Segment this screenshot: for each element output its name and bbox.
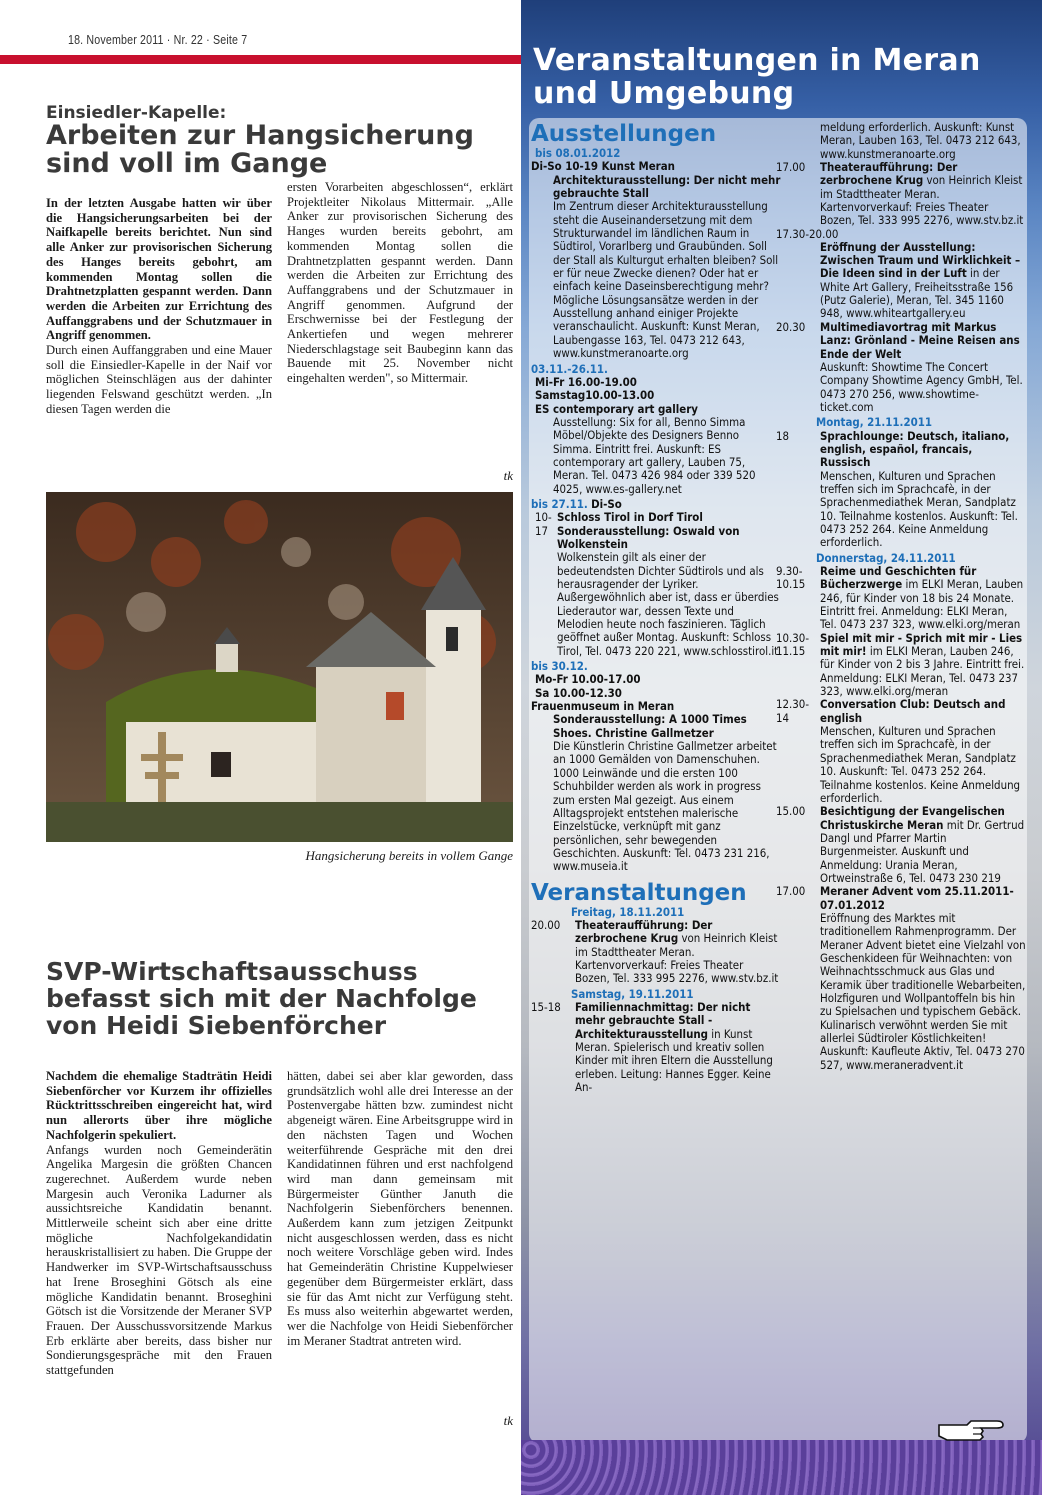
event-text: Wolkenstein gilt als einer der bedeutendsten Dichter Südtirols und als herausragender der Lyriker. Außergewöhnlich aber ist, dass er überdies Liederautor war, dessen Texte und Melodien heute noch faszinieren. Täglich geöffnet außer Montag. Auskunft: Schloss Tirol, Tel. 0473 220 221, www.schlosstirol.it [557, 550, 779, 658]
event-time: 20.30 [776, 319, 806, 334]
headline-line: von Heidi Siebenförcher [46, 1011, 387, 1040]
event-text: Menschen, Kulturen und Sprachen treffen sich im Sprachcafè, in der Sprachenmediathek Meran, Sandplatz 10. Teilnahme kostenlos. Auskunft: Tel. 0473 252 264. Keine Anmeldung erforderlich. [820, 468, 1018, 550]
date-heading: bis 27.11. [531, 496, 588, 511]
event-body [820, 805, 1026, 885]
event-time: 17.30-20.00 [776, 226, 839, 241]
day-heading: Samstag, 19.11.2011 [571, 986, 694, 1001]
article2-col2 [287, 1069, 513, 1348]
event-hours: Mo-Fr 10.00-17.00 [535, 672, 641, 687]
event-title: Multimediavortrag mit Markus Lanz: Grönland - Meine Reisen ans Ende der Welt [820, 319, 1020, 361]
article2-lead: Nachdem die ehemalige Stadträtin Heidi Siebenförcher vor Kurzem ihr offizielles Rücktrittsschreiben eingereicht hat, wird nun allerorts über ihre mögliche Nachfolgerin spekuliert. [46, 1069, 272, 1142]
event-text: Die Künstlerin Christine Gallmetzer arbeitet an 1000 Gemälden von Damenschuhen. 1000 Leinwände und die ersten 100 Schuhbilder werden als work in progress zum ersten Mal gezeigt. Aus einem Alltagsprojekt entstehen malerische Einzelstücke, verknüpft mit ganz persönlichen, sehr bewegenden Geschichten. Auskunft: Tel. 0473 231 216, www.museia.it [553, 739, 777, 874]
event-text: meldung erforderlich. Auskunft: Kunst Meran, Lauben 163, Tel. 0473 212 643, www.kunstmeranoarte.org [820, 120, 1021, 161]
event-text: in der White Art Gallery, Freiheitsstraße 156 (Putz Galerie), Meran, Tel. 345 1160 948, www.whiteartgallery.eu [820, 266, 1014, 321]
event-title: Theateraufführung: Der zerbrochene Krug [575, 917, 713, 946]
event-entry [531, 511, 781, 658]
panel-title-line: Veranstaltungen in Meran [533, 43, 981, 78]
event-text: von Heinrich Kleist im Stadttheater Meran. Kartenvorverkauf: Freies Theater Bozen, Tel. 333 995 2276, www.stv.bz.it [820, 173, 1024, 228]
article1-col2 [287, 180, 513, 386]
event-title: Eröffnung der Ausstellung: Zwischen Traum und Wirklichkeit – Die Ideen sind in der Luft [820, 239, 1021, 281]
event-body [820, 698, 1026, 805]
event-time: 10.30-11.15 [776, 630, 810, 659]
event-title: ES contemporary art gallery [535, 401, 698, 416]
date-heading: bis 30.12. [531, 659, 588, 674]
day-heading: Donnerstag, 24.11.2011 [816, 550, 956, 565]
event-entry [531, 919, 781, 986]
day-heading: Freitag, 18.11.2011 [571, 904, 685, 919]
event-text: im ELKI Meran, Lauben 246, für Kinder von 18 bis 24 Monate. Eintritt frei. Anmeldung: ELKI Meran, Tel. 0473 237 323, www.elki.org/meran [820, 577, 1024, 632]
event-body [820, 228, 1026, 321]
section-veranstaltungen: Veranstaltungen [531, 879, 747, 906]
event-text: Auskunft: Showtime The Concert Company Showtime Agency GmbH, Tel. 0473 270 256, www.showtime-ticket.com [820, 359, 1023, 414]
event-body [575, 1001, 781, 1094]
event-text: Eröffnung des Marktes mit traditionellem Rahmenprogramm. Der Meraner Advent bietet eine Vielzahl von Geschenkideen für Weihnachten: von Weihnachtsschmuck aus Glas und Keramik über traditionelle Webarbeiten, Holzfiguren und Wollpantoffeln bis hin zu Spielsachen und typischem Gebäck. Kulinarisch verwöhnt werden Sie mit allerlei Südtiroler Köstlichkeiten! Auskunft: Kaufleute Aktiv, Tel. 0473 270 527, www.meraneradvent.it [820, 910, 1026, 1072]
article1-headline [46, 122, 474, 179]
events-left-column [531, 121, 781, 1094]
event-body [820, 565, 1026, 632]
headline-line: SVP-Wirtschaftsausschuss [46, 957, 418, 986]
event-title: Spiel mit mir - Sprich mit mir - Lies mit mir! [820, 630, 1023, 659]
event-time: 9.30-10.15 [776, 564, 806, 592]
section-ausstellungen: Ausstellungen [531, 121, 717, 147]
event-title: Reime und Geschichten für Bücherzwerge [820, 564, 977, 592]
event-entry [531, 403, 781, 496]
date-heading: bis 08.01.2012 [535, 146, 621, 160]
event-title: Sonderausstellung: A 1000 Times Shoes. Christine Gallmetzer [553, 712, 747, 740]
event-text: mit Dr. Gertrud Dangl und Pfarrer Martin Burgenmeister. Auskunft und Anmeldung: Urania Meran, Ortweinstraße 6, Tel. 0473 230 219 [820, 817, 1025, 885]
event-text: von Heinrich Kleist im Stadttheater Meran. Kartenvorverkauf: Freies Theater Bozen, Tel. 333 995 2276, www.stv.bz.it [575, 931, 779, 986]
event-entry [776, 632, 1026, 699]
event-text: Ausstellung: Six for all, Benno Simma Möbel/Objekte des Designers Benno Simma. Eintritt frei. Auskunft: ES contemporary art gallery, Lauben 75, Meran. Tel. 0473 426 984 oder 339 520 4025, www.es-gallery.net [553, 414, 756, 496]
event-entry [776, 565, 1026, 632]
pointing-hand-icon [937, 1417, 1007, 1443]
event-time: 20.00 [531, 917, 561, 932]
event-text: Im Zentrum dieser Architekturausstellung steht die Auseinandersetzung mit dem Strukturwandel im ländlichen Raum in Südtirol, Vorarlberg und Graubünden. Soll der Stall als Kulturgut erhalten bleiben? Soll er für neue Zwecke dienen? Oder hat er einfach keine Daseinsberechtigung mehr? Mögliche Lösungsansätze werden in der Ausstellung anhand einiger Projekte veranschaulicht. Auskunft: Kunst Meran, Laubengasse 163, Tel. 0473 212 643, www.kunstmeranoarte.org [553, 199, 779, 361]
event-time: 17.00 [776, 884, 806, 899]
article2-headline [46, 958, 477, 1039]
page-info: 18. November 2011 · Nr. 22 · Seite 7 [68, 32, 248, 47]
chapel-illustration [46, 492, 513, 842]
event-title: Familiennachmittag: Der nicht mehr gebrauchte Stall - Architekturausstellung [575, 999, 751, 1041]
event-body [820, 885, 1026, 1072]
event-time: 18 [776, 428, 790, 443]
event-title: Architekturausstellung: Der nicht mehr gebrauchte Stall [553, 172, 781, 201]
chapel-photo [46, 492, 513, 842]
article1-col1 [46, 196, 272, 417]
event-entry [531, 1001, 781, 1094]
event-entry [776, 430, 1026, 550]
event-title: Besichtigung der Evangelischen Christuskirche Meran [820, 804, 1005, 832]
event-title: Theateraufführung: Der zerbrochene Krug [820, 160, 958, 188]
event-hours: Di-So 10-19 Kunst Meran [531, 159, 675, 174]
event-venue: Frauenmuseum in Meran [531, 699, 675, 714]
event-hours: Sa 10.00-12.30 [535, 685, 622, 700]
article1-signature: tk [503, 468, 513, 483]
event-title: Schloss Tirol in Dorf Tirol Sonderausstellung: Oswald von Wolkenstein [557, 510, 740, 551]
panel-title [533, 44, 981, 110]
panel-title-line: und Umgebung [533, 76, 795, 111]
article2-signature: tk [503, 1413, 513, 1428]
article1-lead: In der letzten Ausgabe hatten wir über die Hangsicherungsarbeiten bei der Naifkapelle bereits berichtet. Nun sind alle Anker zur provisorischen Sicherung des Hanges bereits gebohrt, am kommenden Montag sollen die Drahtnetzplatten gespannt werden. Dann werden die Arbeiten zur Errichtung des Auffanggrabens und der Schutzmauer in Angriff genommen. [46, 196, 272, 343]
event-time: 17.00 [776, 160, 806, 175]
event-time: 12.30-14 [776, 697, 810, 725]
event-body [820, 632, 1026, 699]
events-right-column [776, 121, 1026, 1072]
events-panel [521, 0, 1042, 1495]
event-text: in Kunst Meran. Spielerisch und kreativ sollen Kinder mit ihren Eltern die Ausstellung erleben. Leitung: Hannes Egger. Keine An- [575, 1026, 773, 1095]
event-hours: Mi-Fr 16.00-19.00 [535, 374, 637, 389]
event-hours: Samstag10.00-13.00 [535, 388, 655, 403]
article1-kicker: Einsiedler-Kapelle: [46, 103, 227, 123]
day-heading: Montag, 21.11.2011 [816, 415, 932, 430]
event-text: im ELKI Meran, Lauben 246, für Kinder von 2 bis 3 Jahre. Eintritt frei. Anmeldung: ELKI Meran, Tel. 0473 237 323, www.elki.org/meran [820, 644, 1025, 699]
event-body [575, 919, 781, 986]
article2-text: hätten, dabei sei aber klar geworden, dass grundsätzlich wohl alle drei Interesse an der Postenvergabe hätten bzw. zumindest nicht abgeneigt wären. Eine Arbeitsgruppe wird in den nächsten Tagen und Wochen weiterführende Gespräche mit den drei Kandidatinnen führen und erst nachfolgend wird man dann gemeinsam mit Bürgermeister Günther Januth die Nachfolgerin Siebenförchers benennen. Außerdem kann zum jetzigen Zeitpunkt nicht ausgeschlossen werden, dass es nicht noch weitere Vorschläge geben wird. Indes hat Gemeinderätin Christine Kuppelwieser gegenüber dem Bürgermeister erklärt, dass sie für das Amt nicht zur Verfügung steht. Es muss also weiterhin abgewartet werden, wer die Nachfolge von Heidi Siebenförcher im Meraner Stadtrat antreten wird. [287, 1069, 513, 1348]
event-entry [531, 713, 781, 873]
event-text: Menschen, Kulturen und Sprachen treffen sich im Sprachcafè, in der Sprachenmediathek Meran, Sandplatz 10. Auskunft: Tel. 0473 252 264. Teilnahme kostenlos. Keine Anmeldung erforderlich. [820, 724, 1021, 805]
event-entry [776, 885, 1026, 1072]
event-body [557, 511, 781, 658]
event-entry [531, 174, 781, 361]
event-entry [776, 161, 1026, 228]
event-title: Conversation Club: Deutsch and english [820, 697, 1006, 725]
red-rule [0, 55, 521, 64]
article1-text: ersten Vorarbeiten abgeschlossen“, erklärt Projektleiter Nikolaus Mittermair. „Alle Anker zur provisorischen Sicherung des Hanges wurden bereits gebohrt, am kommenden Montag sollen die Drahtnetzplatten gespannt werden. Dann werden die Arbeiten zur Errichtung des Auffanggrabens und der Schutzmauer in Angriff genommen. Aufgrund der Erschwernisse bei der Festlegung der Ankertiefen und wegen mehrerer Niederschlagstage seit Baubeginn kann das Bauende mit 25. November nicht eingehalten werden", so Mittermair. [287, 180, 513, 386]
headline-line: befasst sich mit der Nachfolge [46, 984, 477, 1013]
event-days: Di-So [591, 496, 622, 511]
event-body [820, 430, 1026, 550]
article2-col1 [46, 1069, 272, 1378]
date-heading: 03.11.-26.11. [531, 361, 608, 376]
event-entry [776, 321, 1026, 414]
event-title: Meraner Advent vom 25.11.2011-07.01.2012 [820, 884, 1014, 912]
event-entry [776, 698, 1026, 805]
event-time: 10-17 [535, 510, 552, 538]
event-entry [776, 805, 1026, 885]
headline-line: sind voll im Gange [46, 148, 328, 180]
event-entry [776, 228, 1026, 321]
date-row [531, 498, 781, 511]
photo-caption: Hangsicherung bereits in vollem Gange [305, 848, 513, 863]
article2-text: Anfangs wurden noch Gemeinderätin Angelika Margesin die größten Chancen zugerechnet. Außerdem wurde neben Margesin auch Veronika Ladurner als aussichtsreiche Kandidatin benannt. Mittlerweile scheint sich aber eine dritte mögliche Nachfolgekandidatin herauskristallisiert zu haben. Die Gruppe der Handwerker im SVP-Wirtschaftsausschuss hat Irene Broseghini Götsch als eine mögliche Kandidatin benannt. Broseghini Götsch ist die Vorsitzende der Meraner SVP Frauen. Der Ausschussvorsitzende Markus Erb erklärte aber bereits, dass bisher nur Sondierungsgespräche mit den Frauen stattgefunden [46, 1142, 272, 1378]
event-time: 15.00 [776, 804, 806, 819]
event-body [820, 321, 1026, 414]
event-title: Sprachlounge: Deutsch, italiano, english, español, francais, Russisch [820, 428, 1010, 470]
event-body [820, 161, 1026, 228]
article1-text: Durch einen Auffanggraben und eine Mauer soll die Einsiedler-Kapelle in der Naif vor möglichen Steinschlägen aus der dahinter liegenden Felswand geschützt werden. „In diesen Tagen werden die [46, 343, 272, 416]
headline-line: Arbeiten zur Hangsicherung [46, 120, 474, 151]
flower-bed-decoration [521, 1440, 1042, 1495]
event-time: 15-18 [531, 999, 561, 1014]
